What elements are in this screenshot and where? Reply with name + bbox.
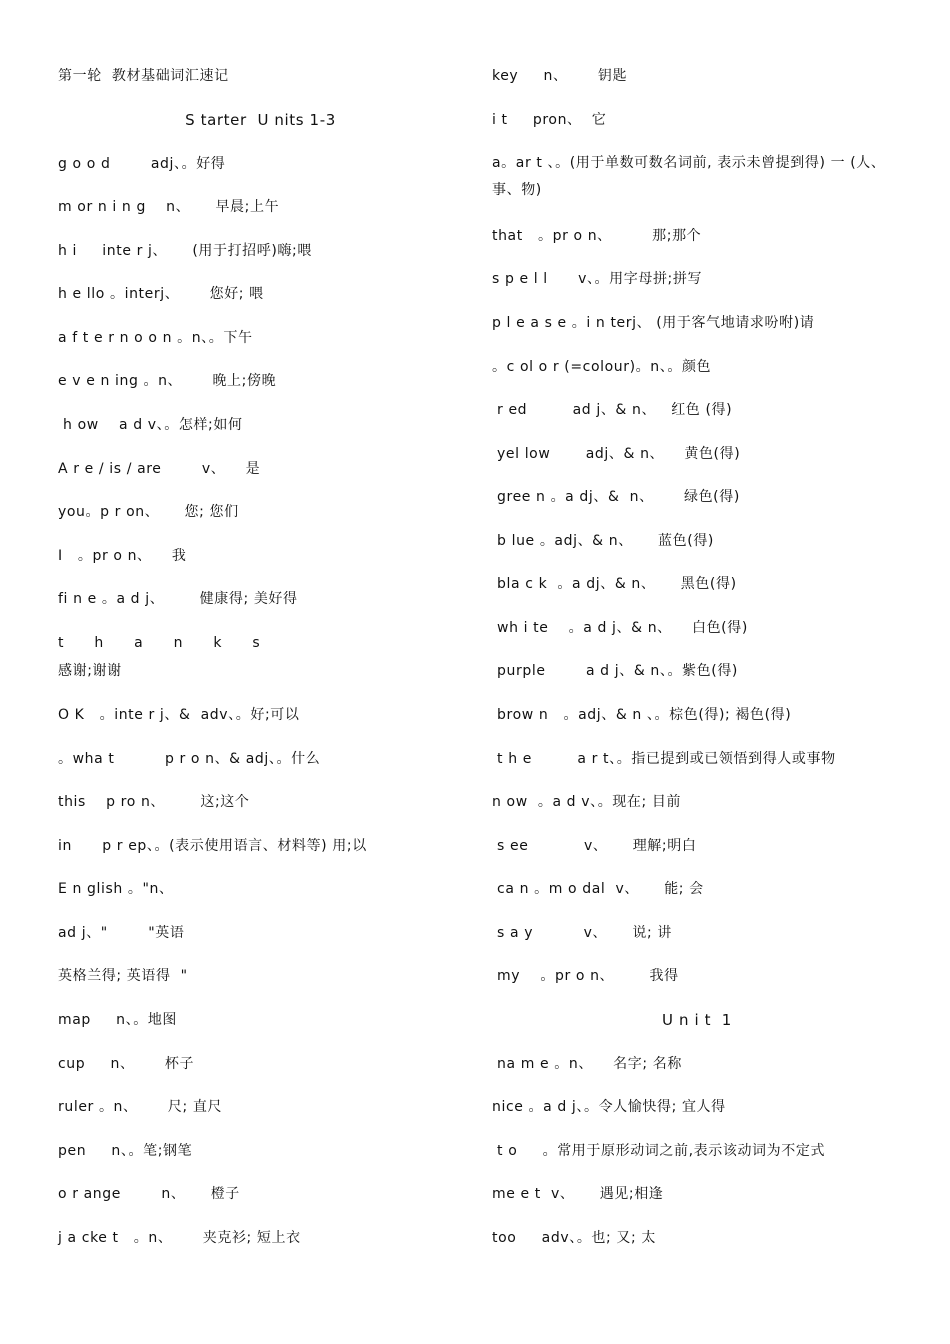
vocab-entry: gree n 。a dj、& n、 绿色(得) — [492, 489, 740, 505]
vocab-entry: t h e a r t、。指已提到或已领悟到得人或事物 — [492, 751, 836, 767]
vocab-entry: 。c ol o r (=colour)。n、。颜色 — [492, 359, 712, 375]
section-heading: U n i t 1 — [662, 1011, 732, 1029]
vocab-entry: this p ro n、 这;这个 — [58, 794, 250, 810]
vocab-entry: E n glish 。"n、 — [58, 881, 174, 897]
vocab-entry: b lue 。adj、& n、 蓝色(得) — [492, 533, 714, 549]
vocab-entry: A r e / is / are v、 是 — [58, 461, 261, 477]
vocab-entry: purple a d j、& n、。紫色(得) — [492, 663, 738, 679]
vocab-entry: map n、。地图 — [58, 1012, 178, 1028]
vocab-entry: n ow 。a d v、。现在; 目前 — [492, 794, 682, 810]
vocab-entry: fi n e 。a d j、 健康得; 美好得 — [58, 591, 298, 607]
vocab-entry: in p r ep、。(表示使用语言、材料等) 用;以 — [58, 838, 367, 854]
vocab-entry-continued: 感谢;谢谢 — [58, 663, 122, 679]
vocab-entry: s ee v、 理解;明白 — [492, 838, 697, 854]
vocab-entry: O K 。inte r j、& adv、。好;可以 — [58, 707, 300, 723]
vocab-entry: you。p r on、 您; 您们 — [58, 504, 239, 520]
vocab-entry: e v e n ing 。n、 晚上;傍晚 — [58, 373, 277, 389]
vocab-entry: h e llo 。interj、 您好; 喂 — [58, 286, 264, 302]
vocab-entry: i t pron、 它 — [492, 112, 607, 128]
vocab-entry: h i inte r j、 (用于打招呼)嗨;喂 — [58, 243, 312, 259]
vocab-entry: too adv、。也; 又; 太 — [492, 1230, 656, 1246]
vocab-entry: nice 。a d j、。令人愉快得; 宜人得 — [492, 1099, 726, 1115]
vocab-entry: yel low adj、& n、 黄色(得) — [492, 446, 741, 462]
vocab-entry: that 。pr o n、 那;那个 — [492, 228, 702, 244]
vocab-entry: h ow a d v、。怎样;如何 — [58, 417, 243, 433]
vocab-entry: na m e 。n、 名字; 名称 — [492, 1056, 682, 1072]
vocab-entry: 英格兰得; 英语得 " — [58, 968, 188, 984]
vocab-entry: t h a n k s — [58, 635, 261, 651]
vocab-entry: key n、 钥匙 — [492, 68, 628, 84]
vocab-entry: a f t e r n o o n 。n、。下午 — [58, 330, 253, 346]
vocab-entry: m or n i n g n、 早晨;上午 — [58, 199, 280, 215]
vocab-entry: wh i te 。a d j、& n、 白色(得) — [492, 620, 748, 636]
vocab-entry: ca n 。m o dal v、 能; 会 — [492, 881, 704, 897]
section-heading: S tarter U nits 1-3 — [185, 111, 336, 129]
vocab-entry: 。wha t p r o n、& adj、。什么 — [58, 751, 321, 767]
vocab-entry: s a y v、 说; 讲 — [492, 925, 672, 941]
vocab-entry: bla c k 。a dj、& n、 黑色(得) — [492, 576, 737, 592]
vocab-entry: brow n 。adj、& n 、。棕色(得); 褐色(得) — [492, 707, 792, 723]
vocab-entry: me e t v、 遇见;相逢 — [492, 1186, 664, 1202]
vocab-entry: g o o d adj、。好得 — [58, 156, 226, 172]
vocab-entry: ruler 。n、 尺; 直尺 — [58, 1099, 223, 1115]
vocab-entry: j a cke t 。n、 夹克衫; 短上衣 — [58, 1230, 301, 1246]
vocab-entry: my 。pr o n、 我得 — [492, 968, 679, 984]
vocab-entry: ad j、" "英语 — [58, 925, 185, 941]
vocab-entry: a。ar t 、。(用于单数可数名词前, 表示未曾提到得) 一 (人、事、物) — [492, 155, 886, 198]
vocab-entry: s p e l l v、。用字母拼;拼写 — [492, 271, 703, 287]
vocab-entry: cup n、 杯子 — [58, 1056, 195, 1072]
vocab-entry: I 。pr o n、 我 — [58, 548, 187, 564]
vocab-entry: pen n、。笔;钢笔 — [58, 1143, 193, 1159]
page-header: 第一轮 教材基础词汇速记 — [58, 68, 229, 84]
vocab-entry: p l e a s e 。i n terj、 (用于客气地请求吩咐)请 — [492, 315, 815, 331]
vocab-entry: r ed ad j、& n、 红色 (得) — [492, 402, 733, 418]
vocab-entry: o r ange n、 橙子 — [58, 1186, 240, 1202]
vocab-entry: t o 。常用于原形动词之前,表示该动词为不定式 — [492, 1143, 826, 1159]
